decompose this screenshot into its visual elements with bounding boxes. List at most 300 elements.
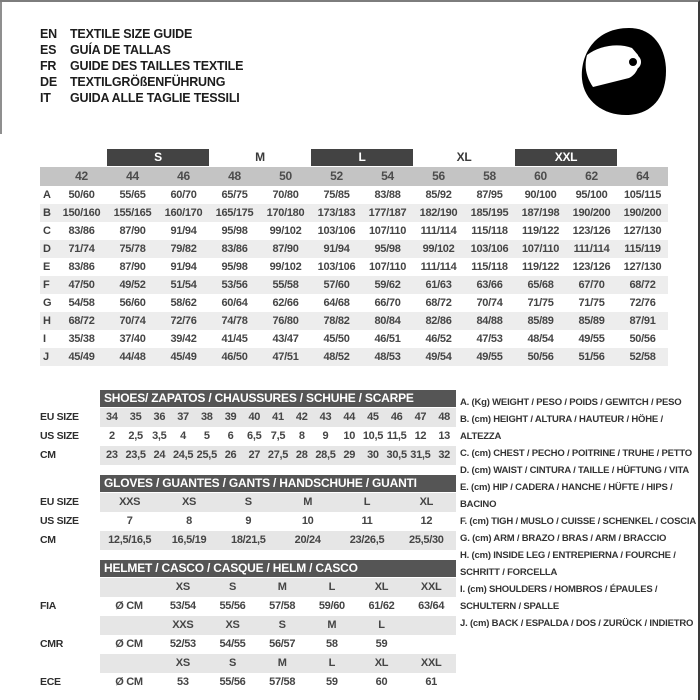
- value-cell: 4: [180, 430, 186, 442]
- size-group-xxl: XXL: [515, 149, 617, 166]
- value-strip: [100, 512, 456, 531]
- size-group-xl: XL: [456, 150, 472, 164]
- measurement-cell: 87/95: [476, 189, 503, 201]
- value-cell: 45: [367, 411, 379, 423]
- value-cell: S: [244, 496, 252, 508]
- measurement-cell: 190/200: [623, 207, 662, 219]
- table-row: [40, 635, 456, 654]
- value-cell: 5: [203, 430, 210, 442]
- measurement-cell: 95/100: [575, 189, 608, 201]
- row-label: CM: [40, 449, 56, 461]
- table-row: [40, 276, 668, 294]
- measurement-cell: 111/114: [420, 261, 457, 273]
- measurement-cell: 50/56: [629, 333, 656, 345]
- gloves-title: GLOVES / GUANTES / GANTS / HANDSCHUHE / GUANTI: [100, 475, 456, 492]
- value-cell: 25,5/30: [409, 534, 444, 546]
- row-label: CM: [40, 534, 56, 546]
- value-cell: 63/64: [418, 600, 445, 612]
- value-cell: 2: [108, 430, 115, 442]
- measurement-cell: 99/102: [269, 261, 302, 273]
- measurement-cell: 39/42: [170, 333, 197, 345]
- row-label: [40, 578, 100, 597]
- value-cell: [406, 635, 456, 654]
- measurement-cell: 103/106: [317, 261, 356, 273]
- size-group-l: L: [311, 149, 413, 166]
- value-cell: XXL: [420, 657, 442, 669]
- row-label: ECE: [40, 676, 61, 688]
- measurement-cell: 170/180: [266, 207, 305, 219]
- unit-cell: Ø CM: [115, 676, 143, 688]
- value-strip: [100, 427, 456, 446]
- measurement-cell: 49/55: [578, 333, 605, 345]
- measurement-cell: 61/63: [425, 279, 452, 291]
- measurement-cell: 48/54: [527, 333, 554, 345]
- value-cell: 39: [224, 411, 237, 423]
- value-cell: XXS: [119, 496, 141, 508]
- row-label: CMR: [40, 638, 64, 650]
- measurement-cell: 47/50: [68, 279, 95, 291]
- language-code: EN: [40, 27, 57, 41]
- measurement-cell: 115/119: [624, 243, 661, 255]
- value-cell: 60: [375, 676, 388, 688]
- table-row: [40, 493, 456, 512]
- value-cell: 53/54: [169, 600, 196, 612]
- value-cell: 54/55: [219, 638, 246, 650]
- value-cell: M: [327, 619, 337, 631]
- value-cell: XS: [175, 657, 190, 669]
- measurement-cell: 49/54: [425, 351, 452, 363]
- table-row: [40, 531, 456, 550]
- value-cell: 58: [326, 638, 338, 650]
- size-number-cell: 42: [75, 169, 88, 183]
- value-cell: S: [278, 619, 286, 631]
- gloves-header-row: [40, 475, 456, 492]
- table-row: [40, 312, 668, 330]
- measurement-cell: 50/60: [68, 189, 95, 201]
- measurement-cell: 65/75: [221, 189, 248, 201]
- table-row: [40, 204, 668, 222]
- measurement-cell: 55/65: [119, 189, 146, 201]
- value-cell: 46: [390, 411, 403, 423]
- size-group-m: M: [255, 150, 265, 164]
- measurement-cell: 111/114: [573, 243, 610, 255]
- value-cell: 11,5: [386, 430, 407, 442]
- helmet-size-table: [40, 560, 456, 692]
- measurement-cell: 75/78: [119, 243, 146, 255]
- measurement-cell: 48/52: [323, 351, 350, 363]
- row-letter: D: [43, 243, 51, 255]
- value-cell: 48: [438, 411, 450, 423]
- table-row: [40, 597, 456, 616]
- measurement-cell: 87/90: [119, 225, 146, 237]
- value-cell: 23,5: [125, 449, 146, 461]
- row-label: US SIZE: [40, 430, 79, 442]
- gloves-size-table: [40, 475, 456, 550]
- measurement-cell: 71/74: [68, 243, 95, 255]
- row-letter: E: [43, 261, 51, 273]
- value-cell: XL: [374, 657, 389, 669]
- measurement-cell: 46/52: [425, 333, 452, 345]
- table-row: [40, 258, 668, 276]
- measurement-cell: 65/68: [527, 279, 554, 291]
- value-cell: 9: [245, 515, 252, 527]
- measurement-cell: 91/94: [170, 261, 197, 273]
- value-cell: 9: [322, 430, 329, 442]
- value-cell: XS: [225, 619, 240, 631]
- size-number-cell: 44: [126, 169, 139, 183]
- textile-size-table: [40, 148, 668, 366]
- value-cell: 18/21,5: [231, 534, 266, 546]
- legend-entry: F. (cm) TIGH / MUSLO / CUISSE / SCHENKEL / COSCIA: [460, 516, 696, 527]
- language-title: GUIDE DES TAILLES TEXTILE: [70, 59, 244, 73]
- value-cell: L: [328, 581, 336, 593]
- value-cell: M: [277, 581, 287, 593]
- size-number-cell: 46: [177, 169, 190, 183]
- measurement-cell: 51/54: [170, 279, 197, 291]
- value-cell: 12: [420, 515, 433, 527]
- measurement-cell: 58/62: [170, 297, 197, 309]
- size-number-cell: 54: [381, 169, 394, 183]
- measurement-cell: 119/122: [521, 261, 560, 273]
- value-cell: 52/53: [169, 638, 196, 650]
- language-row-de: [40, 74, 243, 90]
- value-cell: 27: [248, 449, 261, 461]
- value-strip: [100, 597, 456, 616]
- value-cell: 30: [367, 449, 379, 461]
- measurement-cell: 55/58: [272, 279, 299, 291]
- table-row: [40, 294, 668, 312]
- value-cell: S: [228, 581, 237, 593]
- size-number-cell: 50: [279, 169, 292, 183]
- language-title: GUÍA DE TALLAS: [70, 43, 171, 57]
- value-cell: 8: [186, 515, 192, 527]
- table-row: [40, 512, 456, 531]
- measurement-cell: 85/89: [527, 315, 554, 327]
- table-row: [40, 186, 668, 204]
- empty-label-cell: [40, 560, 100, 577]
- value-cell: L: [363, 496, 371, 508]
- measurement-cell: 75/85: [323, 189, 350, 201]
- measurement-cell: 173/183: [317, 207, 356, 219]
- row-label: EU SIZE: [40, 411, 79, 423]
- value-cell: 27,5: [267, 449, 289, 461]
- measurement-cell: 47/53: [476, 333, 503, 345]
- row-label: [40, 616, 100, 635]
- language-header: [40, 26, 243, 106]
- measurement-cell: 67/70: [578, 279, 605, 291]
- measurement-cell: 50/56: [527, 351, 554, 363]
- language-row-es: [40, 42, 243, 58]
- table-row: [40, 578, 456, 597]
- unit-cell: Ø CM: [115, 638, 143, 650]
- helmet-header-row: [40, 560, 456, 577]
- measurement-cell: 49/52: [119, 279, 146, 291]
- measurement-cell: 150/160: [62, 207, 101, 219]
- legend-entry: J. (cm) BACK / ESPALDA / DOS / ZURÜCK / INDIETRO: [460, 618, 694, 629]
- size-number-cell: 58: [483, 169, 496, 183]
- measurement-cell: 83/88: [374, 189, 401, 201]
- value-cell: L: [378, 619, 385, 631]
- measurement-cell: 71/75: [578, 297, 605, 309]
- empty-label-cell: [40, 475, 100, 492]
- measurement-cell: 76/80: [272, 315, 299, 327]
- measurement-cell: 72/76: [170, 315, 197, 327]
- value-cell: 2,5: [128, 430, 143, 442]
- unit-cell: [100, 654, 158, 673]
- size-number-cell: 60: [534, 169, 547, 183]
- row-letter: F: [43, 279, 50, 291]
- legend-entry: C. (cm) CHEST / PECHO / POITRINE / TRUHE / PETTO: [460, 448, 692, 459]
- measurement-cell: 107/110: [368, 261, 407, 273]
- value-cell: XS: [181, 496, 197, 508]
- measurement-cell: 160/170: [164, 207, 203, 219]
- shoes-title: SHOES/ ZAPATOS / CHAUSSURES / SCHUHE / SCARPE: [100, 390, 456, 407]
- value-cell: 20/24: [294, 534, 321, 546]
- table-row: [40, 408, 456, 427]
- measurement-cell: 80/84: [374, 315, 401, 327]
- measurement-cell: 70/74: [476, 297, 503, 309]
- value-cell: 43: [319, 411, 332, 423]
- numeric-size-row: [40, 167, 668, 186]
- measurement-cell: 182/190: [419, 207, 458, 219]
- measurement-cell: 87/90: [119, 261, 146, 273]
- measurement-cell: 51/56: [578, 351, 605, 363]
- measurement-cell: 66/70: [374, 297, 401, 309]
- row-letter: H: [43, 315, 51, 327]
- value-strip: [100, 578, 456, 597]
- value-cell: 29: [343, 449, 356, 461]
- empty-label-cell: [40, 390, 100, 407]
- value-cell: 55/56: [219, 676, 246, 688]
- measurement-cell: 107/110: [368, 225, 407, 237]
- measurement-cell: 99/102: [422, 243, 455, 255]
- measurement-cell: 103/106: [317, 225, 356, 237]
- measurement-cell: 87/90: [272, 243, 299, 255]
- measurement-cell: 57/60: [323, 279, 350, 291]
- value-cell: 32: [438, 449, 450, 461]
- value-cell: XXL: [420, 581, 442, 593]
- measurement-cell: 79/82: [170, 243, 197, 255]
- measurement-cell: 72/76: [629, 297, 656, 309]
- measurement-cell: 41/45: [221, 333, 248, 345]
- value-cell: M: [277, 657, 287, 669]
- measurement-cell: 54/58: [68, 297, 95, 309]
- language-title: TEXTILGRÖßENFÜHRUNG: [70, 75, 226, 89]
- value-cell: 10,5: [362, 430, 384, 442]
- unit-cell: [100, 578, 158, 597]
- measurement-cell: 47/51: [272, 351, 299, 363]
- size-group-s: S: [107, 149, 209, 166]
- value-strip: [100, 531, 456, 550]
- value-cell: M: [303, 496, 313, 508]
- measurement-cell: 68/72: [68, 315, 95, 327]
- row-label: US SIZE: [40, 515, 79, 527]
- legend-entry: A. (Kg) WEIGHT / PESO / POIDS / GEWITCH / PESO: [460, 397, 682, 408]
- value-cell: 61/62: [368, 600, 395, 612]
- value-cell: XXS: [172, 619, 194, 631]
- measurement-cell: 83/86: [221, 243, 248, 255]
- legend-entry: I. (cm) SHOULDERS / HOMBROS / ÉPAULES / SCHULTERN / SPALLE: [460, 584, 658, 612]
- value-cell: 23/26,5: [349, 534, 385, 546]
- value-strip: [100, 654, 456, 673]
- value-cell: 31,5: [410, 449, 431, 461]
- value-cell: 47: [414, 411, 427, 423]
- value-cell: 41: [272, 411, 284, 423]
- language-title: GUIDA ALLE TAGLIE TESSILI: [70, 91, 240, 105]
- value-cell: 26: [224, 449, 237, 461]
- measurement-cell: 60/64: [221, 297, 248, 309]
- language-row-fr: [40, 58, 243, 74]
- measurement-cell: 64/68: [323, 297, 350, 309]
- table-row: [40, 616, 456, 635]
- measurement-cell: 107/110: [521, 243, 560, 255]
- measurement-cell: 111/114: [420, 225, 457, 237]
- value-cell: 6: [227, 430, 234, 442]
- measurement-cell: 165/175: [215, 207, 254, 219]
- row-label: EU SIZE: [40, 496, 79, 508]
- language-title: TEXTILE SIZE GUIDE: [70, 27, 193, 41]
- value-cell: 24: [153, 449, 166, 461]
- value-cell: 35: [129, 411, 142, 423]
- value-cell: 59: [326, 676, 338, 688]
- measurement-cell: 71/75: [527, 297, 554, 309]
- value-cell: 23: [106, 449, 118, 461]
- measurement-cell: 82/86: [425, 315, 452, 327]
- value-cell: 36: [153, 411, 166, 423]
- measurement-cell: 91/94: [323, 243, 350, 255]
- measurement-cell: 49/55: [476, 351, 503, 363]
- value-cell: 12,5/16,5: [108, 534, 152, 546]
- measurement-cell: 68/72: [425, 297, 452, 309]
- language-code: FR: [40, 59, 57, 73]
- legend-entry: G. (cm) ARM / BRAZO / BRAS / ARM / BRACCIO: [460, 533, 667, 544]
- legend-entry: B. (cm) HEIGHT / ALTURA / HAUTEUR / HÖHE / ALTEZZA: [460, 414, 663, 442]
- measurement-cell: 37/40: [119, 333, 146, 345]
- value-cell: 40: [248, 411, 261, 423]
- value-cell: 53: [177, 676, 189, 688]
- value-cell: 56/57: [269, 638, 296, 650]
- value-strip: [100, 408, 456, 427]
- value-strip: [100, 616, 456, 635]
- measurement-cell: 83/86: [68, 225, 95, 237]
- shoes-header-row: [40, 390, 456, 407]
- value-cell: [406, 616, 456, 635]
- value-strip: [100, 446, 456, 465]
- value-cell: 7: [126, 515, 133, 527]
- value-cell: XL: [374, 581, 389, 593]
- value-cell: 11: [361, 515, 373, 527]
- racing-helmet-icon: [572, 22, 672, 122]
- measurement-cell: 60/70: [170, 189, 197, 201]
- table-row: [40, 348, 668, 366]
- value-cell: 12: [414, 430, 427, 442]
- language-code: IT: [40, 91, 51, 105]
- language-code: ES: [40, 43, 57, 57]
- value-cell: S: [228, 657, 237, 669]
- value-cell: L: [328, 657, 336, 669]
- measurement-cell: 91/94: [170, 225, 197, 237]
- measurement-cell: 45/50: [323, 333, 350, 345]
- measurement-cell: 62/66: [272, 297, 299, 309]
- measurement-cell: 155/165: [113, 207, 152, 219]
- measurement-cell: 78/82: [323, 315, 350, 327]
- measurement-cell: 63/66: [476, 279, 503, 291]
- measurement-cell: 70/74: [119, 315, 146, 327]
- measurement-cell: 43/47: [272, 333, 299, 345]
- unit-cell: [100, 616, 158, 635]
- measurement-cell: 127/130: [623, 225, 662, 237]
- language-code: DE: [40, 75, 57, 89]
- size-group-row: [40, 148, 668, 166]
- measurement-cell: 95/98: [221, 261, 248, 273]
- measurement-cell: 45/49: [170, 351, 197, 363]
- value-cell: 13: [438, 430, 450, 442]
- value-cell: 59: [375, 638, 388, 650]
- row-letter: B: [43, 207, 51, 219]
- value-cell: 10: [343, 430, 356, 442]
- measurement-cell: 187/198: [521, 207, 560, 219]
- empty-corner-cell: [40, 167, 56, 186]
- value-strip: [100, 635, 456, 654]
- size-number-cell: 52: [330, 169, 343, 183]
- value-cell: XS: [175, 581, 190, 593]
- language-row-en: [40, 26, 243, 42]
- measurement-cell: 46/51: [374, 333, 401, 345]
- row-letter: A: [43, 189, 51, 201]
- legend-entry: E. (cm) HIP / CADERA / HANCHE / HÜFTE / HIPS / BACINO: [460, 482, 673, 510]
- value-cell: 61: [425, 676, 437, 688]
- value-cell: 44: [343, 411, 356, 423]
- measurement-cell: 105/115: [623, 189, 662, 201]
- size-number-cell: 48: [228, 169, 241, 183]
- row-letter: J: [43, 351, 49, 363]
- measurement-cell: 53/56: [221, 279, 248, 291]
- table-row: [40, 654, 456, 673]
- row-label: [40, 654, 100, 673]
- value-cell: 24,5: [172, 449, 194, 461]
- value-cell: 28,5: [315, 449, 336, 461]
- value-cell: 55/56: [219, 600, 246, 612]
- measurement-cell: 48/53: [374, 351, 401, 363]
- value-cell: 10: [301, 515, 314, 527]
- measurement-cell: 87/91: [629, 315, 656, 327]
- measurement-cell: 123/126: [572, 261, 611, 273]
- table-row: [40, 673, 456, 692]
- measurement-cell: 83/86: [68, 261, 95, 273]
- value-cell: 25,5: [196, 449, 217, 461]
- measurement-cell: 35/38: [68, 333, 95, 345]
- value-cell: 7,5: [270, 430, 286, 442]
- value-cell: 57/58: [269, 600, 296, 612]
- measurement-cell: 115/118: [471, 225, 508, 237]
- measurement-cell: 85/89: [578, 315, 605, 327]
- size-number-cell: 64: [636, 169, 649, 183]
- language-row-it: [40, 90, 243, 106]
- value-cell: 16,5/19: [171, 534, 207, 546]
- value-cell: 3,5: [152, 430, 167, 442]
- measurement-cell: 44/48: [119, 351, 146, 363]
- value-cell: 34: [106, 411, 118, 423]
- measurement-cell: 84/88: [476, 315, 503, 327]
- helmet-title: HELMET / CASCO / CASQUE / HELM / CASCO: [100, 560, 456, 577]
- measurement-cell: 177/187: [368, 207, 407, 219]
- row-letter: C: [43, 225, 51, 237]
- value-strip: [100, 493, 456, 512]
- size-number-cell: 56: [432, 169, 445, 183]
- measurement-cell: 127/130: [623, 261, 662, 273]
- value-cell: 28: [295, 449, 308, 461]
- shoes-size-table: [40, 390, 456, 465]
